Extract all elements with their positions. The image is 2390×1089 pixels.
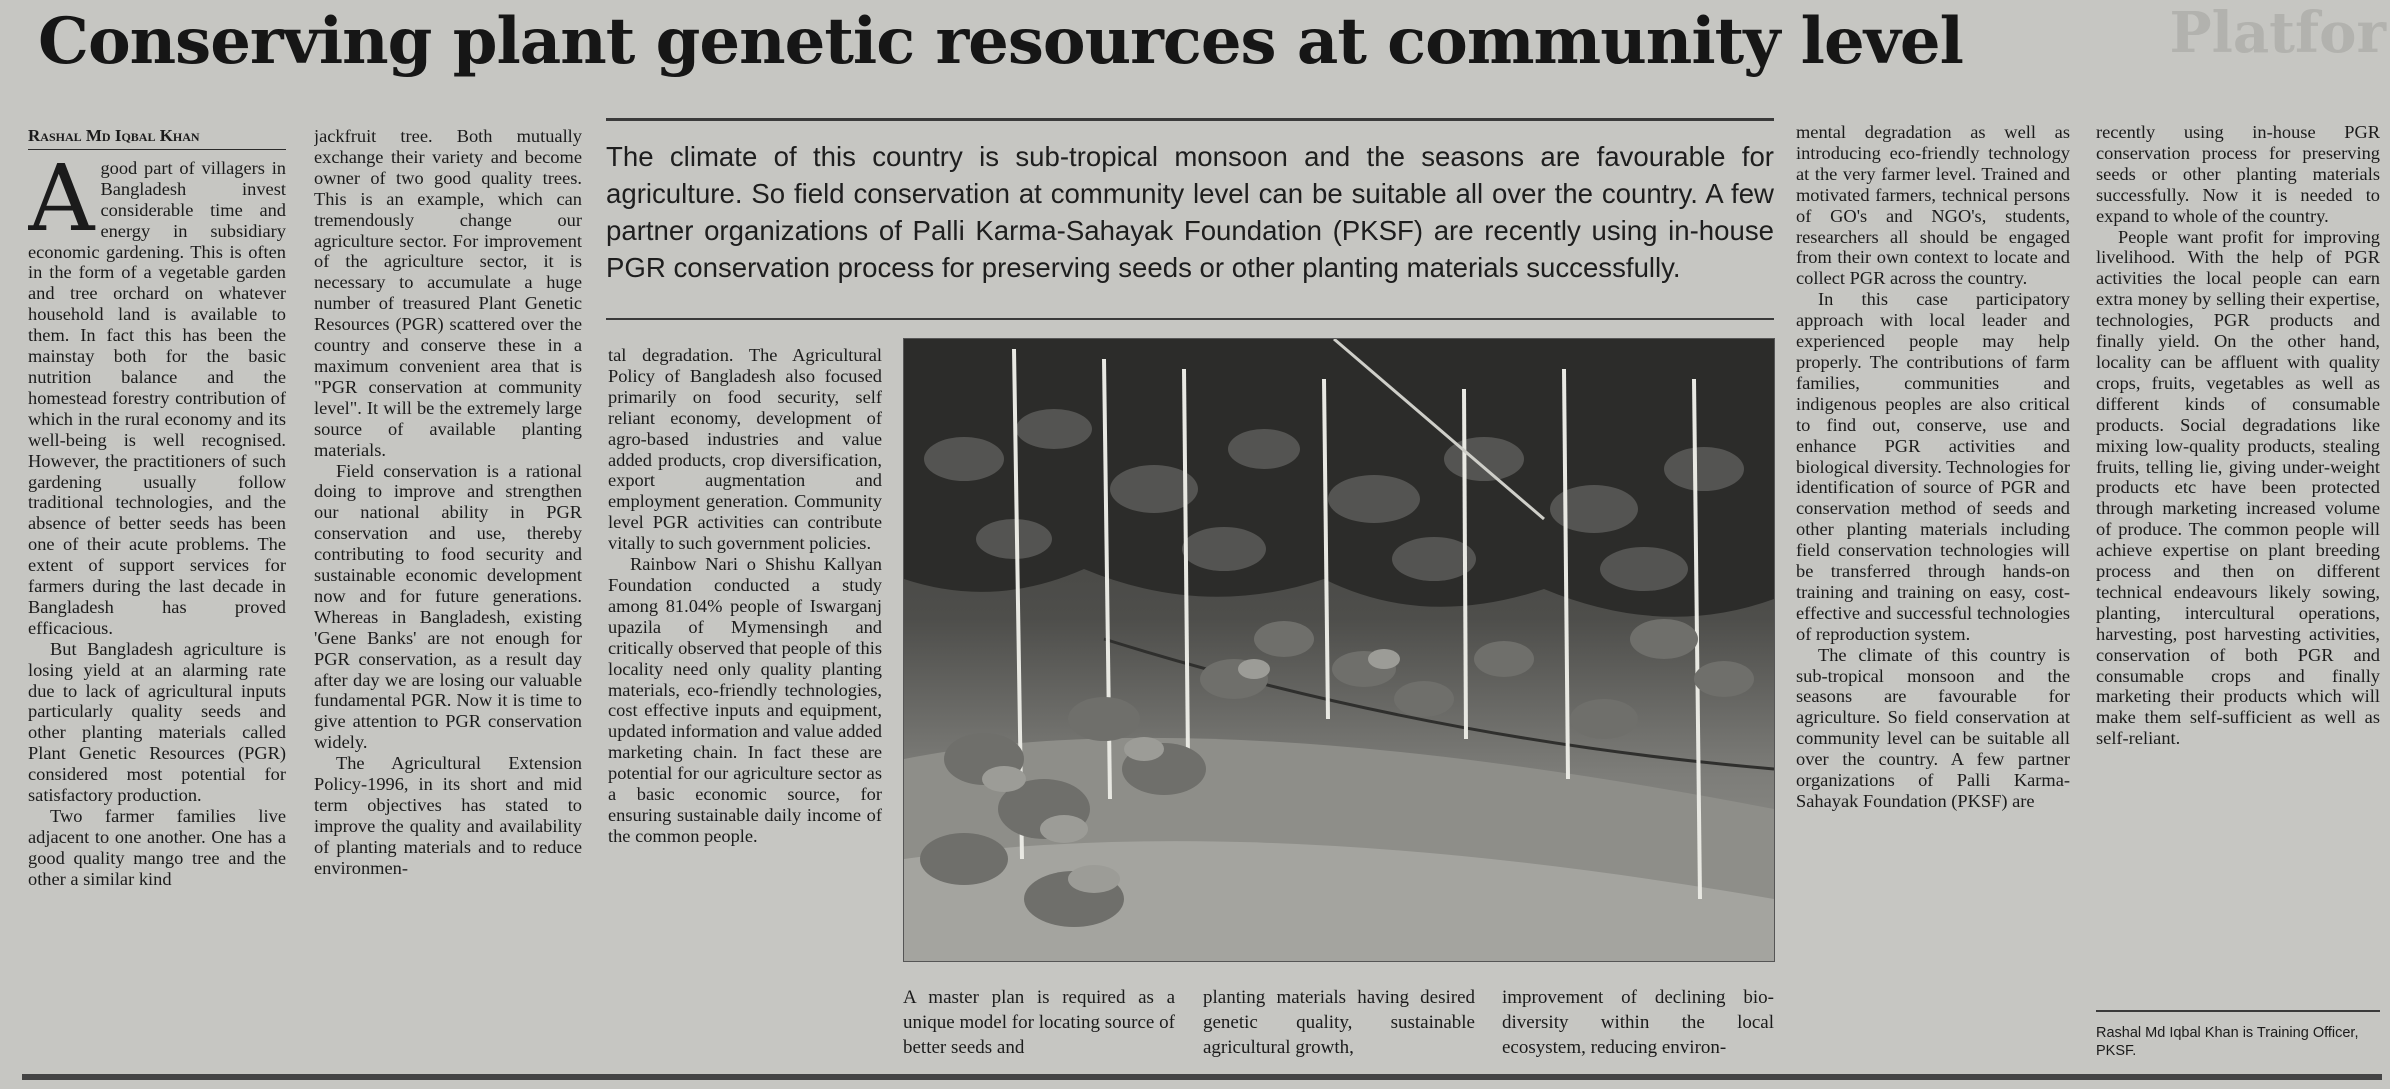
paragraph: But Bangladesh agriculture is losing yield at an alarming rate due to lack of agricultural inputs particularly quality seeds and other planting materials called Plant Genetic Resources (PGR) considered most potential for satisfactory production. bbox=[28, 638, 286, 806]
adjacent-page-heading-fragment: Platfor bbox=[2169, 0, 2386, 66]
paragraph: mental degradation as well as introducing eco-friendly technology at the very farmer level. Trained and motivated farmers, technical persons of GO's and NGO's, students, researchers all should be engaged from their own context to locate and collect PGR across the country. bbox=[1796, 122, 2070, 289]
page-bottom-rule bbox=[22, 1074, 2382, 1080]
author-note-rule bbox=[2096, 1010, 2380, 1012]
paragraph: The climate of this country is sub-tropical monsoon and the seasons are favourable for agriculture. So field conservation at community level can be suitable all over the country. A few partner organizations of Palli Karma-Sahayak Foundation (PKSF) are bbox=[1796, 644, 2070, 811]
pull-quote-bottom-rule bbox=[606, 318, 1774, 320]
headline: Conserving plant genetic resources at community level bbox=[38, 4, 1963, 79]
paragraph: The Agricultural Extension Policy-1996, in its short and mid term objectives has stated to improve the quality and availability of planting materials and to reduce environmen- bbox=[314, 753, 582, 878]
byline: Rashal Md Iqbal Khan bbox=[28, 126, 286, 150]
paragraph: Field conservation is a rational doing to improve and strengthen our national ability in PGR conservation and use, thereby contributing to food security and sustainable economic development now and for future generations. Whereas in Bangladesh, existing 'Gene Banks' are not enough for PGR conservation, as a result day after day we are losing our valuable fundamental PGR. Now it is time to give attention to PGR conservation widely. bbox=[314, 460, 582, 753]
article-column-3 bbox=[608, 345, 882, 1067]
paragraph: Rainbow Nari o Shishu Kallyan Foundation conducted a study among 81.04% people of Iswarganj upazila of Mymensingh and critically observed that people of this locality need only quality planting materials, eco-friendly technologies, cost effective inputs and equipment, updated information and value added marketing chain. In fact these are potential for our agriculture sector as a basic economic source, for ensuring sustainable daily income of the common people. bbox=[608, 554, 882, 846]
photo-caption-2: planting materials having desired genetic quality, sustainable agricultural growth, bbox=[1203, 987, 1475, 1058]
paragraph: recently using in-house PGR conservation process for preserving seeds or other planting materials successfully. Now it is needed to expand to whole of the country. bbox=[2096, 122, 2380, 226]
article-column-1 bbox=[28, 126, 286, 1066]
article-column-2 bbox=[314, 126, 582, 1066]
photo-caption-1: A master plan is required as a unique model for locating source of better seeds and bbox=[903, 987, 1175, 1058]
author-note: Rashal Md Iqbal Khan is Training Officer, PKSF. bbox=[2096, 1025, 2359, 1059]
article-column-5 bbox=[1796, 122, 2070, 1067]
photo-caption-3: improvement of declining bio-diversity within the local ecosystem, reducing environ- bbox=[1502, 987, 1774, 1058]
drop-cap: A bbox=[28, 144, 95, 252]
paragraph: In this case participatory approach with local leader and experienced people may help properly. The contributions of farm families, communities and indigenous peoples are also critical to find out, conserve, use and enhance PGR activities and biological diversity. Technologies for identification of source of PGR and conservation method of seeds and other planting materials including field conservation technologies will be transferred through hands-on training and training on easy, cost-effective and successful technologies of reproduction system. bbox=[1796, 289, 2070, 644]
pull-quote-top-rule bbox=[606, 118, 1774, 121]
paragraph: Two farmer families live adjacent to one another. One has a good quality mango tree and the other a similar kind bbox=[28, 806, 286, 889]
crop-field-photo bbox=[903, 338, 1775, 962]
article-column-6 bbox=[2096, 122, 2380, 1007]
paragraph: People want profit for improving livelihood. With the help of PGR activities the local people can earn extra money by selling their expertise, technologies, PGR products and finally yield. On the other hand, locality can be affluent with quality crops, fruits, vegetables as well as different kinds of consumable products. Social degradations like mixing low-quality products, stealing fruits, telling lie, giving under-weight products etc have been protected through marketing increased volume of produce. The common people will achieve expertise on plant breeding process and then on different technical endeavours likely sowing, planting, intercultural operations, harvesting, post harvesting activities, conservation of both PGR and consumable crops and finally marketing their products which will make them self-sufficient as well as self-reliant. bbox=[2096, 226, 2380, 749]
paragraph: tal degradation. The Agricultural Policy of Bangladesh also focused primarily on food security, self reliant economy, development of agro-based industries and value added products, crop diversification, export augmentation and employment generation. Community level PGR activities can contribute vitally to such government policies. bbox=[608, 345, 882, 554]
paragraph: jackfruit tree. Both mutually exchange their variety and become owner of two good quality trees. This is an example, which can tremendously change our agriculture sector. For improvement of the agriculture sector, it is necessary to accumulate a huge number of treasured Plant Genetic Resources (PGR) scattered over the country and conserve these in a maximum convenient area that is "PGR conservation at community level". It will be the extremely large source of available planting materials. bbox=[314, 126, 582, 460]
seedlings-illustration bbox=[904, 339, 1774, 961]
paragraph: good part of villagers in Bangladesh invest considerable time and energy in subsidiary economic gardening. This is often in the form of a vegetable garden and tree orchard on whatever household land is available to them. In fact this has been the mainstay both for the basic nutrition balance and the homestead forestry contribution of which in the rural economy and its well-being is well recognised. However, the practitioners of such gardening usually follow traditional technologies, and the absence of better seeds has been one of their acute problems. The extent of support services for farmers during the last decade in Bangladesh has proved efficacious. bbox=[28, 157, 286, 638]
pull-quote: The climate of this country is sub-tropical monsoon and the seasons are favourable for agriculture. So field conservation at community level can be suitable all over the country. A few partner organizations of Palli Karma-Sahayak Foundation (PKSF) are recently using in-house PGR conservation process for preserving seeds or other planting materials successfully. bbox=[606, 141, 1774, 283]
